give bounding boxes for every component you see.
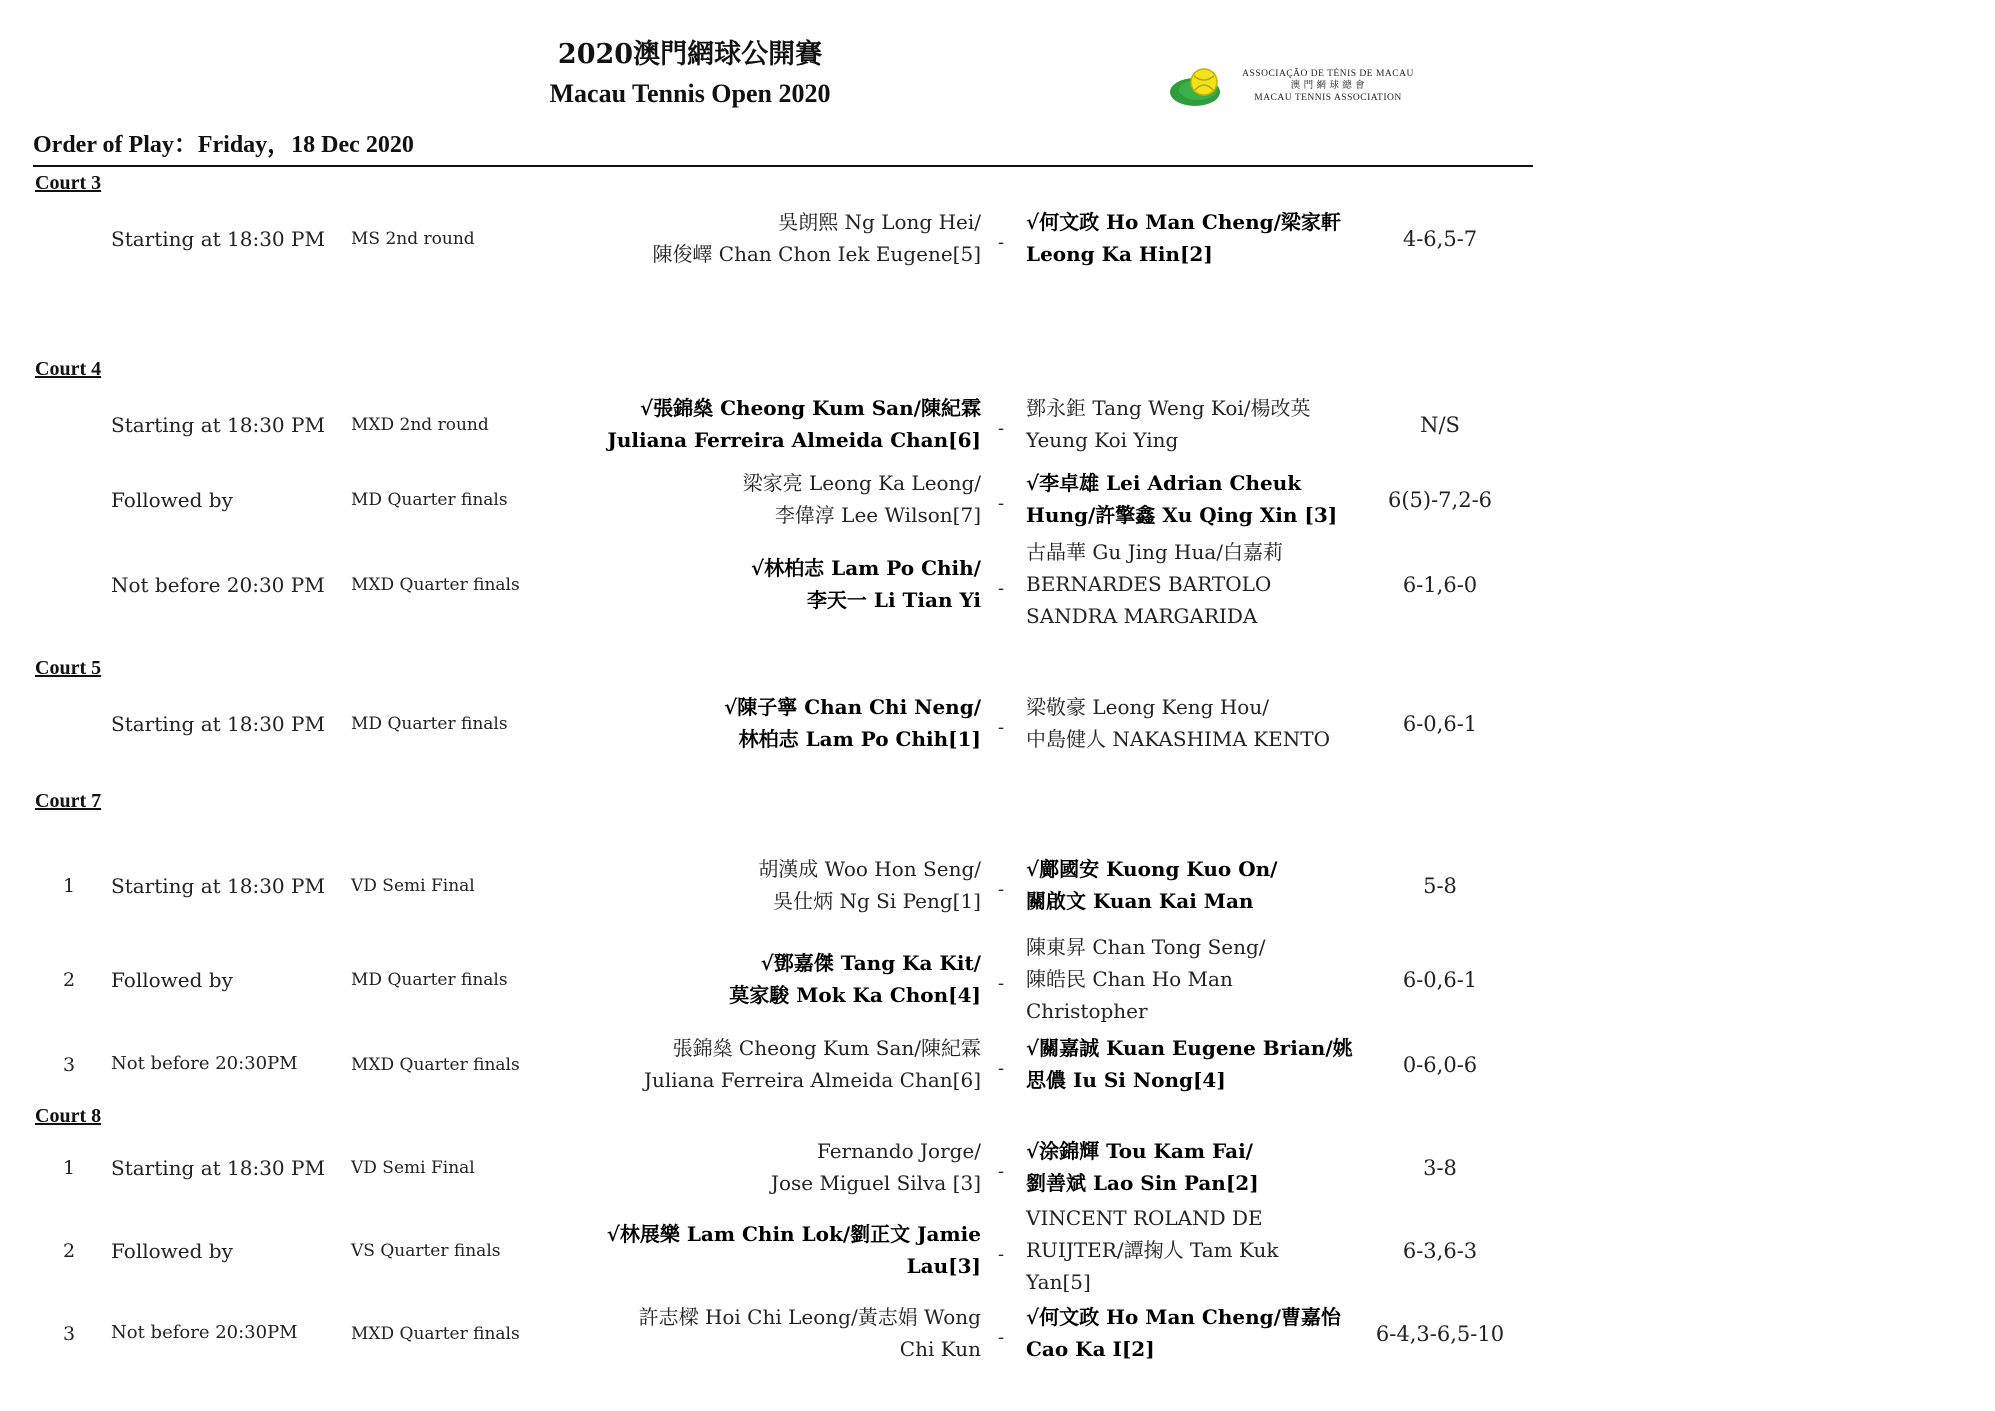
match-event: MXD 2nd round (351, 415, 489, 435)
match-event: MD Quarter finals (351, 970, 508, 990)
player-line: Leong Ka Hin[2] (1026, 242, 1213, 266)
match-score: 4-6,5-7 (1402, 227, 1478, 251)
player-line: √林展樂 Lam Chin Lok/劉正文 Jamie (606, 1222, 981, 1246)
match-score: 6(5)-7,2-6 (1387, 488, 1493, 512)
order-of-play-heading: Order of Play：Friday，18 Dec 2020 (33, 132, 414, 158)
player-line: √何文政 Ho Man Cheng/曹嘉怡 (1026, 1305, 1341, 1329)
match-event: MXD Quarter finals (351, 1055, 520, 1075)
player-line: 陳東昇 Chan Tong Seng/ (1026, 935, 1266, 959)
match-score: 6-0,6-1 (1402, 712, 1478, 736)
player-line: Juliana Ferreira Almeida Chan[6] (643, 1068, 981, 1092)
court-heading-court-5: Court 5 (35, 657, 102, 679)
match-score: 6-0,6-1 (1402, 968, 1478, 992)
match-time: Not before 20:30 PM (111, 573, 325, 597)
team-left (581, 392, 981, 456)
match-event: VS Quarter finals (351, 1241, 501, 1261)
player-line: RUIJTER/譚掬人 Tam Kuk (1026, 1238, 1279, 1262)
player-line: √張錦燊 Cheong Kum San/陳紀霖 (640, 396, 981, 420)
team-left (581, 1032, 981, 1096)
team-right (1026, 853, 1356, 917)
match-score: 6-1,6-0 (1402, 573, 1478, 597)
match-time: Starting at 18:30 PM (111, 227, 325, 251)
title-chinese: 2020澳門網球公開賽 (557, 39, 823, 70)
team-right (1026, 1032, 1356, 1096)
player-line: 鄧永鉅 Tang Weng Koi/楊改英 (1026, 396, 1311, 420)
match-number: 2 (62, 1240, 76, 1262)
player-line: Fernando Jorge/ (816, 1139, 981, 1163)
team-right (1026, 931, 1356, 1027)
match-score: 6-3,6-3 (1402, 1239, 1478, 1263)
team-left (581, 691, 981, 755)
team-right (1026, 467, 1356, 531)
player-line: Cao Ka I[2] (1026, 1337, 1155, 1361)
team-right (1026, 392, 1356, 456)
match-event: MD Quarter finals (351, 490, 508, 510)
player-line: √陳子寧 Chan Chi Neng/ (724, 695, 981, 719)
team-right (1026, 1202, 1356, 1298)
team-left (581, 467, 981, 531)
player-line: Lau[3] (906, 1254, 981, 1278)
team-left (581, 206, 981, 270)
player-line: 林柏志 Lam Po Chih[1] (738, 727, 981, 751)
match-event: VD Semi Final (351, 1158, 475, 1178)
player-line: Jose Miguel Silva [3] (770, 1171, 981, 1195)
match-time: Starting at 18:30 PM (111, 413, 325, 437)
versus-separator: - (997, 1244, 1005, 1265)
player-line: √鄧嘉傑 Tang Ka Kit/ (760, 951, 981, 975)
match-time: Starting at 18:30 PM (111, 1156, 325, 1180)
player-line: 李偉淳 Lee Wilson[7] (774, 503, 981, 527)
match-number: 2 (62, 969, 76, 991)
versus-separator: - (997, 418, 1005, 439)
match-time: Followed by (111, 488, 233, 512)
court-heading-court-7: Court 7 (35, 790, 102, 812)
court-heading-court-8: Court 8 (35, 1105, 102, 1127)
match-number: 3 (62, 1054, 76, 1076)
team-left (581, 1301, 981, 1365)
player-line: 思儂 Iu Si Nong[4] (1026, 1068, 1226, 1092)
player-line: 梁家亮 Leong Ka Leong/ (742, 471, 981, 495)
player-line: SANDRA MARGARIDA (1026, 604, 1258, 628)
match-score: 3-8 (1423, 1156, 1457, 1180)
team-left (581, 1135, 981, 1199)
player-line: Yeung Koi Ying (1026, 428, 1179, 452)
player-line: 李天一 Li Tian Yi (806, 588, 981, 612)
match-event: MS 2nd round (351, 229, 475, 249)
match-score: 0-6,0-6 (1402, 1053, 1478, 1077)
player-line: 關啟文 Kuan Kai Man (1026, 889, 1254, 913)
title-block (490, 36, 890, 114)
match-score: 5-8 (1423, 874, 1457, 898)
court-heading-court-3: Court 3 (35, 172, 102, 194)
player-line: 許志樑 Hoi Chi Leong/黃志娟 Wong (638, 1305, 981, 1329)
player-line: √鄺國安 Kuong Kuo On/ (1026, 857, 1278, 881)
player-line: √關嘉誠 Kuan Eugene Brian/姚 (1026, 1036, 1353, 1060)
player-line: BERNARDES BARTOLO (1026, 572, 1272, 596)
versus-separator: - (997, 1058, 1005, 1079)
team-left (581, 947, 981, 1011)
player-line: 張錦燊 Cheong Kum San/陳紀霖 (672, 1036, 981, 1060)
title-english: Macau Tennis Open 2020 (549, 79, 831, 108)
player-line: 陳皓民 Chan Ho Man (1026, 967, 1233, 991)
player-line: 胡漢成 Woo Hon Seng/ (758, 857, 981, 881)
match-score: 6-4,3-6,5-10 (1375, 1322, 1505, 1346)
tennis-ball-logo-icon (1168, 64, 1230, 110)
match-time: Not before 20:30PM (111, 1053, 298, 1074)
player-line: VINCENT ROLAND DE (1026, 1206, 1263, 1230)
player-line: √李卓雄 Lei Adrian Cheuk (1026, 471, 1302, 495)
player-line: 中島健人 NAKASHIMA KENTO (1026, 727, 1330, 751)
player-line: Hung/許擎鑫 Xu Qing Xin [3] (1026, 503, 1338, 527)
player-line: Chi Kun (899, 1337, 981, 1361)
match-time: Not before 20:30PM (111, 1322, 298, 1343)
team-left (581, 1218, 981, 1282)
versus-separator: - (997, 973, 1005, 994)
player-line: 莫家駿 Mok Ka Chon[4] (729, 983, 981, 1007)
match-event: MXD Quarter finals (351, 1324, 520, 1344)
versus-separator: - (997, 578, 1005, 599)
match-event: VD Semi Final (351, 876, 475, 896)
match-time: Followed by (111, 968, 233, 992)
team-right (1026, 1301, 1356, 1365)
logo-text-zh: 澳 門 網 球 總 會 (1290, 81, 1366, 91)
match-score: N/S (1420, 413, 1460, 437)
header-divider (33, 165, 1533, 167)
player-line: √林柏志 Lam Po Chih/ (751, 556, 981, 580)
team-left (581, 552, 981, 616)
versus-separator: - (997, 493, 1005, 514)
match-number: 1 (62, 875, 76, 897)
team-left (581, 853, 981, 917)
player-line: 梁敬豪 Leong Keng Hou/ (1026, 695, 1269, 719)
match-number: 1 (62, 1157, 76, 1179)
versus-separator: - (997, 232, 1005, 253)
logo-text-en: MACAU TENNIS ASSOCIATION (1254, 93, 1402, 103)
player-line: √涂錦輝 Tou Kam Fai/ (1026, 1139, 1253, 1163)
player-line: Juliana Ferreira Almeida Chan[6] (607, 428, 981, 452)
team-right (1026, 206, 1356, 270)
court-heading-court-4: Court 4 (35, 358, 102, 380)
versus-separator: - (997, 879, 1005, 900)
logo-text-pt: ASSOCIAÇÃO DE TÉNIS DE MACAU (1242, 69, 1414, 79)
match-time: Starting at 18:30 PM (111, 712, 325, 736)
team-right (1026, 1135, 1356, 1199)
macau-tennis-association-logo (1168, 64, 1418, 110)
player-line: 吳朗熙 Ng Long Hei/ (778, 210, 981, 234)
player-line: 劉善斌 Lao Sin Pan[2] (1026, 1171, 1259, 1195)
team-right (1026, 691, 1356, 755)
versus-separator: - (997, 717, 1005, 738)
match-number: 3 (62, 1323, 76, 1345)
player-line: 吳仕炳 Ng Si Peng[1] (773, 889, 981, 913)
team-right (1026, 536, 1356, 632)
player-line: √何文政 Ho Man Cheng/梁家軒 (1026, 210, 1341, 234)
logo-text (1238, 68, 1418, 104)
versus-separator: - (997, 1327, 1005, 1348)
player-line: Yan[5] (1026, 1270, 1091, 1294)
match-time: Starting at 18:30 PM (111, 874, 325, 898)
match-time: Followed by (111, 1239, 233, 1263)
match-event: MD Quarter finals (351, 714, 508, 734)
player-line: 陳俊嶧 Chan Chon Iek Eugene[5] (652, 242, 981, 266)
match-event: MXD Quarter finals (351, 575, 520, 595)
versus-separator: - (997, 1161, 1005, 1182)
player-line: 古晶華 Gu Jing Hua/白嘉莉 (1026, 540, 1284, 564)
player-line: Christopher (1026, 999, 1148, 1023)
